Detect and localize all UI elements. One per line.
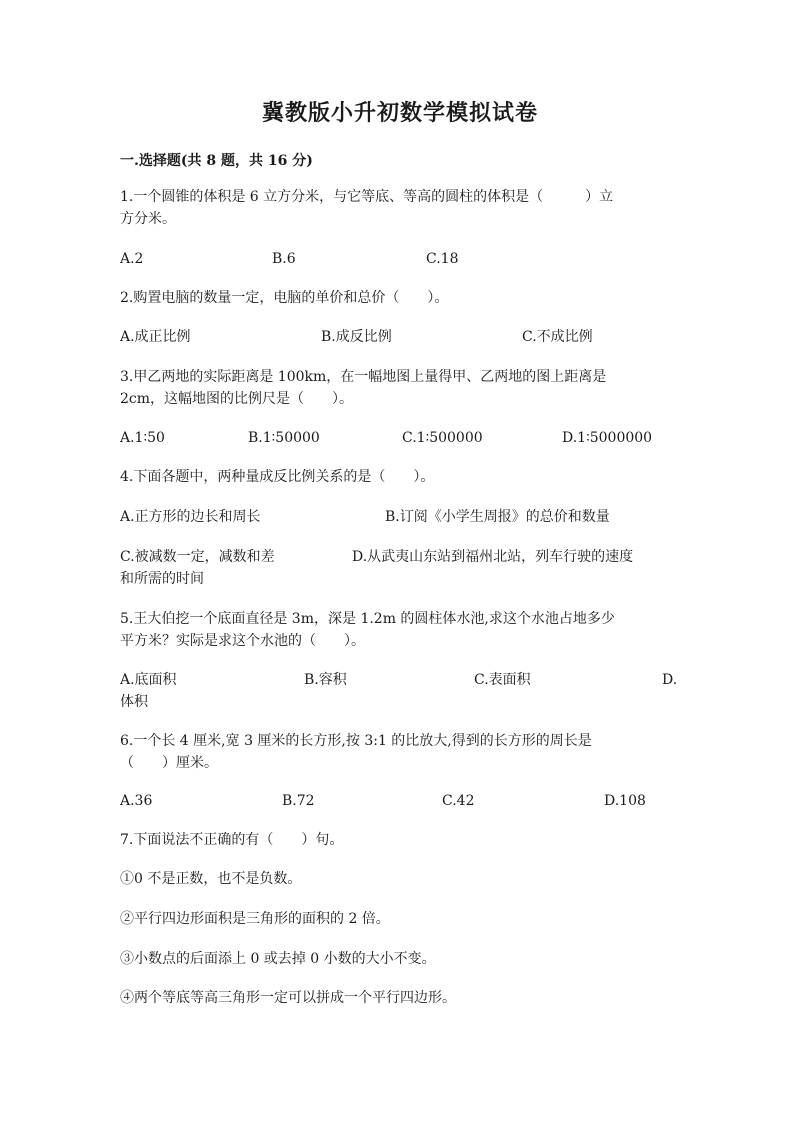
section-heading: 一.选择题(共 8 题，共 16 分) xyxy=(120,153,313,169)
question-6-text: 6.一个长 4 厘米,宽 3 厘米的长方形,按 3:1 的比放大,得到的长方形的周长是 xyxy=(120,733,592,749)
q5-option-d-cont: 体积 xyxy=(120,694,148,710)
q1-option-c: C.18 xyxy=(426,251,459,267)
question-5-text-cont: 平方米？实际是求这个水池的（ ）。 xyxy=(120,633,365,649)
question-1-text: 1.一个圆锥的体积是 6 立方分米，与它等底、等高的圆柱的体积是（ ）立 xyxy=(120,189,614,205)
question-4-text: 4.下面各题中，两种量成反比例关系的是（ ）。 xyxy=(120,469,435,485)
q6-option-d: D.108 xyxy=(604,793,646,809)
q6-option-c: C.42 xyxy=(442,793,475,809)
question-5-text: 5.王大伯挖一个底面直径是 3m，深是 1.2m 的圆柱体水池,求这个水池占地多少 xyxy=(120,611,615,627)
q6-option-b: B.72 xyxy=(282,793,315,809)
q5-option-d: D. xyxy=(662,672,678,688)
question-3-text: 3.甲乙两地的实际距离是 100km，在一幅地图上量得甲、乙两地的图上距离是 xyxy=(120,369,607,385)
q3-option-b: B.1∶50000 xyxy=(248,430,320,446)
q2-option-b: B.成反比例 xyxy=(321,329,392,345)
q5-option-b: B.容积 xyxy=(304,672,347,688)
q1-option-b: B.6 xyxy=(272,251,296,267)
q4-option-b: B.订阅《小学生周报》的总价和数量 xyxy=(385,509,610,525)
q3-option-d: D.1∶5000000 xyxy=(562,430,653,446)
q7-statement-2: ②平行四边形面积是三角形的面积的 2 倍。 xyxy=(120,911,390,927)
q1-option-a: A.2 xyxy=(120,251,144,267)
question-6-text-cont: （ ）厘米。 xyxy=(120,755,218,771)
q3-option-c: C.1∶500000 xyxy=(402,430,483,446)
q3-option-a: A.1∶50 xyxy=(120,430,165,446)
question-7-text: 7.下面说法不正确的有（ ）句。 xyxy=(120,832,344,848)
q5-option-a: A.底面积 xyxy=(120,672,177,688)
question-3-text-cont: 2cm，这幅地图的比例尺是（ ）。 xyxy=(120,391,354,407)
page-title: 冀教版小升初数学模拟试卷 xyxy=(261,100,538,126)
q2-option-a: A.成正比例 xyxy=(120,329,191,345)
question-1-text-cont: 方分米。 xyxy=(120,211,176,227)
q4-option-d-cont: 和所需的时间 xyxy=(120,571,204,587)
q7-statement-3: ③小数点的后面添上 0 或去掉 0 小数的大小不变。 xyxy=(120,951,436,967)
q2-option-c: C.不成比例 xyxy=(522,329,593,345)
q6-option-a: A.36 xyxy=(120,793,153,809)
q5-option-c: C.表面积 xyxy=(474,672,531,688)
question-2-text: 2.购置电脑的数量一定，电脑的单价和总价（ ）。 xyxy=(120,290,449,306)
q4-option-d: D.从武夷山东站到福州北站，列车行驶的速度 xyxy=(352,549,634,565)
q7-statement-4: ④两个等底等高三角形一定可以拼成一个平行四边形。 xyxy=(120,990,456,1006)
q4-option-c: C.被减数一定，减数和差 xyxy=(120,549,275,565)
q4-option-a: A.正方形的边长和周长 xyxy=(120,509,261,525)
q7-statement-1: ①0 不是正数，也不是负数。 xyxy=(120,871,302,887)
